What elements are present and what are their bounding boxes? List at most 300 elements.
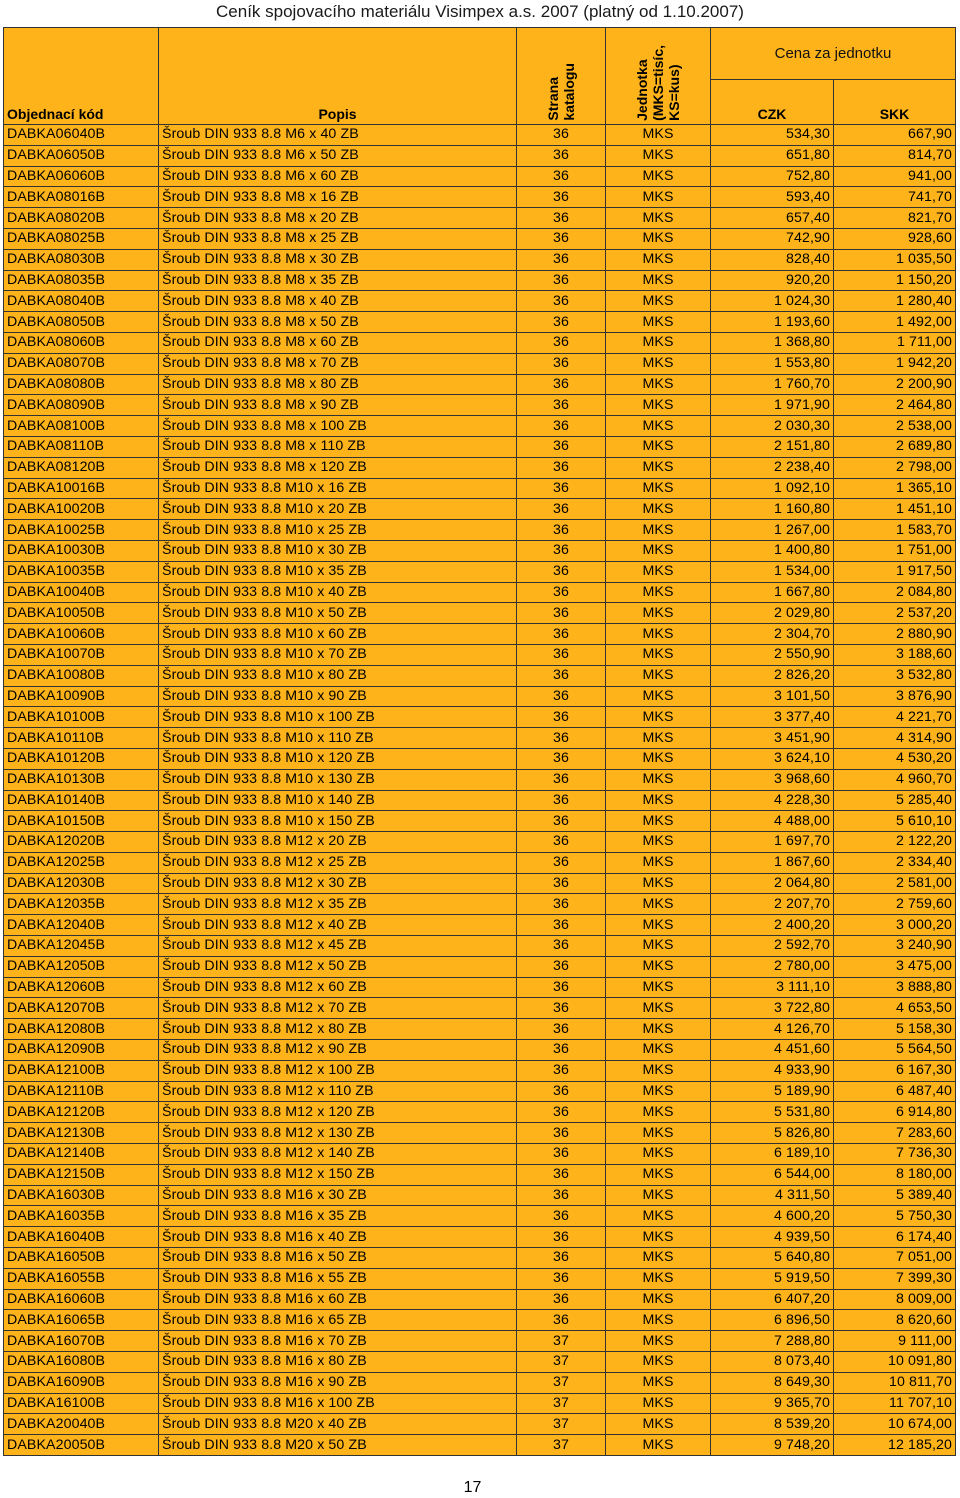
cell-code: DABKA10150B [4, 811, 159, 832]
cell-price-czk: 6 896,50 [711, 1310, 834, 1331]
cell-description: Šroub DIN 933 8.8 M10 x 16 ZB [159, 478, 517, 499]
cell-price-czk: 1 867,60 [711, 852, 834, 873]
cell-code: DABKA12025B [4, 852, 159, 873]
cell-description: Šroub DIN 933 8.8 M8 x 70 ZB [159, 353, 517, 374]
cell-page: 37 [517, 1393, 606, 1414]
cell-description: Šroub DIN 933 8.8 M16 x 35 ZB [159, 1206, 517, 1227]
cell-code: DABKA16030B [4, 1185, 159, 1206]
cell-description: Šroub DIN 933 8.8 M10 x 25 ZB [159, 520, 517, 541]
cell-description: Šroub DIN 933 8.8 M12 x 140 ZB [159, 1144, 517, 1165]
table-row [4, 1268, 956, 1289]
cell-description: Šroub DIN 933 8.8 M10 x 20 ZB [159, 499, 517, 520]
cell-unit: MKS [606, 166, 711, 187]
cell-unit: MKS [606, 1019, 711, 1040]
table-row [4, 145, 956, 166]
cell-code: DABKA16090B [4, 1372, 159, 1393]
cell-code: DABKA16040B [4, 1227, 159, 1248]
cell-description: Šroub DIN 933 8.8 M12 x 50 ZB [159, 956, 517, 977]
cell-price-skk: 2 200,90 [834, 374, 956, 395]
table-row [4, 1164, 956, 1185]
cell-code: DABKA06060B [4, 166, 159, 187]
table-row [4, 1310, 956, 1331]
cell-price-czk: 1 024,30 [711, 291, 834, 312]
cell-unit: MKS [606, 1206, 711, 1227]
cell-unit: MKS [606, 1393, 711, 1414]
cell-unit: MKS [606, 769, 711, 790]
cell-price-skk: 2 880,90 [834, 624, 956, 645]
cell-unit: MKS [606, 478, 711, 499]
cell-price-czk: 1 193,60 [711, 312, 834, 333]
table-row [4, 769, 956, 790]
cell-price-skk: 2 537,20 [834, 603, 956, 624]
table-row [4, 956, 956, 977]
cell-page: 37 [517, 1352, 606, 1373]
cell-code: DABKA16080B [4, 1352, 159, 1373]
cell-price-skk: 1 751,00 [834, 540, 956, 561]
cell-code: DABKA10035B [4, 561, 159, 582]
table-row [4, 353, 956, 374]
cell-price-skk: 741,70 [834, 187, 956, 208]
table-row [4, 332, 956, 353]
cell-price-czk: 534,30 [711, 125, 834, 146]
cell-description: Šroub DIN 933 8.8 M8 x 30 ZB [159, 249, 517, 270]
cell-page: 36 [517, 977, 606, 998]
cell-code: DABKA12045B [4, 936, 159, 957]
cell-description: Šroub DIN 933 8.8 M8 x 90 ZB [159, 395, 517, 416]
cell-description: Šroub DIN 933 8.8 M8 x 50 ZB [159, 312, 517, 333]
cell-page: 36 [517, 145, 606, 166]
table-row [4, 1185, 956, 1206]
cell-unit: MKS [606, 1248, 711, 1269]
cell-description: Šroub DIN 933 8.8 M8 x 120 ZB [159, 457, 517, 478]
cell-unit: MKS [606, 499, 711, 520]
cell-price-skk: 1 280,40 [834, 291, 956, 312]
table-row [4, 187, 956, 208]
column-header-skk: SKK [834, 80, 956, 125]
cell-page: 36 [517, 125, 606, 146]
table-row [4, 1060, 956, 1081]
cell-unit: MKS [606, 998, 711, 1019]
table-row [4, 1227, 956, 1248]
cell-page: 36 [517, 1227, 606, 1248]
table-row [4, 520, 956, 541]
cell-price-czk: 1 400,80 [711, 540, 834, 561]
cell-code: DABKA10020B [4, 499, 159, 520]
cell-unit: MKS [606, 187, 711, 208]
cell-description: Šroub DIN 933 8.8 M12 x 130 ZB [159, 1123, 517, 1144]
column-header-czk: CZK [711, 80, 834, 125]
cell-code: DABKA08110B [4, 436, 159, 457]
table-row [4, 1123, 956, 1144]
cell-description: Šroub DIN 933 8.8 M16 x 70 ZB [159, 1331, 517, 1352]
cell-code: DABKA16065B [4, 1310, 159, 1331]
cell-description: Šroub DIN 933 8.8 M16 x 80 ZB [159, 1352, 517, 1373]
cell-page: 36 [517, 353, 606, 374]
cell-price-czk: 2 592,70 [711, 936, 834, 957]
cell-code: DABKA08070B [4, 353, 159, 374]
cell-code: DABKA08040B [4, 291, 159, 312]
cell-price-czk: 2 064,80 [711, 873, 834, 894]
cell-page: 36 [517, 1081, 606, 1102]
cell-page: 36 [517, 582, 606, 603]
cell-description: Šroub DIN 933 8.8 M12 x 35 ZB [159, 894, 517, 915]
cell-unit: MKS [606, 1060, 711, 1081]
cell-price-skk: 8 180,00 [834, 1164, 956, 1185]
cell-unit: MKS [606, 416, 711, 437]
cell-page: 36 [517, 748, 606, 769]
table-row [4, 707, 956, 728]
cell-price-skk: 7 736,30 [834, 1144, 956, 1165]
cell-code: DABKA10040B [4, 582, 159, 603]
cell-price-skk: 667,90 [834, 125, 956, 146]
table-row [4, 748, 956, 769]
cell-page: 37 [517, 1331, 606, 1352]
cell-code: DABKA08100B [4, 416, 159, 437]
cell-page: 36 [517, 540, 606, 561]
table-row [4, 416, 956, 437]
cell-page: 36 [517, 208, 606, 229]
cell-description: Šroub DIN 933 8.8 M8 x 35 ZB [159, 270, 517, 291]
cell-price-skk: 6 487,40 [834, 1081, 956, 1102]
cell-unit: MKS [606, 644, 711, 665]
cell-code: DABKA08025B [4, 228, 159, 249]
cell-unit: MKS [606, 790, 711, 811]
cell-page: 36 [517, 499, 606, 520]
cell-description: Šroub DIN 933 8.8 M12 x 45 ZB [159, 936, 517, 957]
table-row [4, 790, 956, 811]
cell-price-czk: 593,40 [711, 187, 834, 208]
cell-code: DABKA12140B [4, 1144, 159, 1165]
cell-price-skk: 2 122,20 [834, 832, 956, 853]
cell-page: 36 [517, 1102, 606, 1123]
cell-price-skk: 2 084,80 [834, 582, 956, 603]
cell-code: DABKA10090B [4, 686, 159, 707]
cell-price-czk: 3 451,90 [711, 728, 834, 749]
cell-price-skk: 10 091,80 [834, 1352, 956, 1373]
cell-description: Šroub DIN 933 8.8 M16 x 50 ZB [159, 1248, 517, 1269]
cell-code: DABKA12070B [4, 998, 159, 1019]
cell-page: 36 [517, 1248, 606, 1269]
cell-price-czk: 4 600,20 [711, 1206, 834, 1227]
cell-description: Šroub DIN 933 8.8 M8 x 25 ZB [159, 228, 517, 249]
cell-description: Šroub DIN 933 8.8 M12 x 60 ZB [159, 977, 517, 998]
cell-unit: MKS [606, 457, 711, 478]
cell-price-skk: 10 674,00 [834, 1414, 956, 1435]
cell-code: DABKA10030B [4, 540, 159, 561]
cell-unit: MKS [606, 145, 711, 166]
cell-description: Šroub DIN 933 8.8 M12 x 100 ZB [159, 1060, 517, 1081]
cell-price-skk: 3 188,60 [834, 644, 956, 665]
cell-page: 37 [517, 1372, 606, 1393]
cell-code: DABKA08020B [4, 208, 159, 229]
table-row [4, 374, 956, 395]
cell-code: DABKA12100B [4, 1060, 159, 1081]
cell-description: Šroub DIN 933 8.8 M12 x 70 ZB [159, 998, 517, 1019]
cell-price-czk: 4 311,50 [711, 1185, 834, 1206]
cell-page: 36 [517, 228, 606, 249]
table-row [4, 894, 956, 915]
cell-code: DABKA12035B [4, 894, 159, 915]
cell-unit: MKS [606, 915, 711, 936]
cell-price-czk: 8 073,40 [711, 1352, 834, 1373]
cell-price-czk: 6 189,10 [711, 1144, 834, 1165]
cell-price-skk: 3 876,90 [834, 686, 956, 707]
cell-price-skk: 3 000,20 [834, 915, 956, 936]
cell-price-czk: 5 189,90 [711, 1081, 834, 1102]
table-row [4, 915, 956, 936]
cell-price-czk: 1 092,10 [711, 478, 834, 499]
cell-price-czk: 2 029,80 [711, 603, 834, 624]
table-row [4, 228, 956, 249]
cell-code: DABKA12050B [4, 956, 159, 977]
cell-code: DABKA12090B [4, 1040, 159, 1061]
table-row [4, 1019, 956, 1040]
cell-code: DABKA10070B [4, 644, 159, 665]
cell-page: 36 [517, 956, 606, 977]
cell-description: Šroub DIN 933 8.8 M10 x 110 ZB [159, 728, 517, 749]
cell-price-skk: 2 759,60 [834, 894, 956, 915]
cell-unit: MKS [606, 748, 711, 769]
cell-unit: MKS [606, 624, 711, 645]
table-row [4, 291, 956, 312]
table-row [4, 499, 956, 520]
table-row [4, 208, 956, 229]
table-row [4, 832, 956, 853]
cell-unit: MKS [606, 665, 711, 686]
cell-price-skk: 11 707,10 [834, 1393, 956, 1414]
table-row [4, 624, 956, 645]
cell-unit: MKS [606, 1289, 711, 1310]
table-row [4, 1393, 956, 1414]
table-row [4, 811, 956, 832]
cell-description: Šroub DIN 933 8.8 M16 x 30 ZB [159, 1185, 517, 1206]
cell-code: DABKA12150B [4, 1164, 159, 1185]
cell-price-czk: 5 919,50 [711, 1268, 834, 1289]
cell-price-skk: 1 150,20 [834, 270, 956, 291]
cell-price-skk: 12 185,20 [834, 1435, 956, 1456]
table-row [4, 603, 956, 624]
table-body [4, 125, 956, 1456]
cell-page: 36 [517, 644, 606, 665]
cell-price-skk: 5 158,30 [834, 1019, 956, 1040]
cell-price-skk: 2 581,00 [834, 873, 956, 894]
cell-price-skk: 1 942,20 [834, 353, 956, 374]
table-row [4, 852, 956, 873]
cell-price-czk: 4 451,60 [711, 1040, 834, 1061]
cell-price-skk: 4 530,20 [834, 748, 956, 769]
cell-description: Šroub DIN 933 8.8 M16 x 100 ZB [159, 1393, 517, 1414]
cell-description: Šroub DIN 933 8.8 M16 x 90 ZB [159, 1372, 517, 1393]
cell-page: 36 [517, 166, 606, 187]
table-row [4, 1331, 956, 1352]
cell-code: DABKA12060B [4, 977, 159, 998]
cell-price-skk: 3 532,80 [834, 665, 956, 686]
cell-price-czk: 6 407,20 [711, 1289, 834, 1310]
cell-unit: MKS [606, 436, 711, 457]
cell-price-czk: 1 534,00 [711, 561, 834, 582]
table-row [4, 977, 956, 998]
cell-unit: MKS [606, 249, 711, 270]
cell-page: 36 [517, 457, 606, 478]
cell-unit: MKS [606, 561, 711, 582]
cell-code: DABKA16050B [4, 1248, 159, 1269]
cell-price-czk: 7 288,80 [711, 1331, 834, 1352]
cell-code: DABKA08120B [4, 457, 159, 478]
cell-page: 36 [517, 894, 606, 915]
cell-page: 36 [517, 936, 606, 957]
cell-price-skk: 1 492,00 [834, 312, 956, 333]
table-row [4, 1040, 956, 1061]
table-row [4, 457, 956, 478]
cell-page: 36 [517, 686, 606, 707]
cell-code: DABKA08016B [4, 187, 159, 208]
cell-page: 36 [517, 270, 606, 291]
cell-code: DABKA12080B [4, 1019, 159, 1040]
cell-unit: MKS [606, 1352, 711, 1373]
cell-page: 36 [517, 665, 606, 686]
cell-price-czk: 4 228,30 [711, 790, 834, 811]
table-row [4, 1144, 956, 1165]
cell-description: Šroub DIN 933 8.8 M16 x 65 ZB [159, 1310, 517, 1331]
column-header-code: Objednací kód [4, 28, 159, 125]
cell-price-czk: 5 640,80 [711, 1248, 834, 1269]
table-row [4, 998, 956, 1019]
table-row [4, 249, 956, 270]
cell-price-czk: 1 267,00 [711, 520, 834, 541]
cell-description: Šroub DIN 933 8.8 M10 x 80 ZB [159, 665, 517, 686]
cell-price-skk: 9 111,00 [834, 1331, 956, 1352]
cell-code: DABKA08050B [4, 312, 159, 333]
cell-price-skk: 941,00 [834, 166, 956, 187]
cell-description: Šroub DIN 933 8.8 M8 x 80 ZB [159, 374, 517, 395]
cell-price-czk: 1 697,70 [711, 832, 834, 853]
cell-code: DABKA16035B [4, 1206, 159, 1227]
cell-unit: MKS [606, 873, 711, 894]
cell-page: 36 [517, 1310, 606, 1331]
cell-page: 36 [517, 624, 606, 645]
cell-page: 37 [517, 1414, 606, 1435]
cell-price-czk: 2 238,40 [711, 457, 834, 478]
cell-code: DABKA08030B [4, 249, 159, 270]
cell-price-skk: 2 689,80 [834, 436, 956, 457]
cell-price-czk: 2 550,90 [711, 644, 834, 665]
cell-unit: MKS [606, 1268, 711, 1289]
cell-code: DABKA08080B [4, 374, 159, 395]
cell-unit: MKS [606, 1310, 711, 1331]
cell-unit: MKS [606, 228, 711, 249]
cell-code: DABKA20050B [4, 1435, 159, 1456]
table-row [4, 1289, 956, 1310]
cell-code: DABKA10140B [4, 790, 159, 811]
cell-price-skk: 5 610,10 [834, 811, 956, 832]
cell-price-skk: 3 888,80 [834, 977, 956, 998]
cell-price-skk: 6 914,80 [834, 1102, 956, 1123]
cell-price-skk: 3 240,90 [834, 936, 956, 957]
cell-price-czk: 5 826,80 [711, 1123, 834, 1144]
table-row [4, 686, 956, 707]
cell-description: Šroub DIN 933 8.8 M12 x 120 ZB [159, 1102, 517, 1123]
cell-description: Šroub DIN 933 8.8 M16 x 60 ZB [159, 1289, 517, 1310]
cell-price-czk: 2 780,00 [711, 956, 834, 977]
cell-description: Šroub DIN 933 8.8 M12 x 40 ZB [159, 915, 517, 936]
cell-unit: MKS [606, 852, 711, 873]
cell-unit: MKS [606, 1164, 711, 1185]
cell-code: DABKA12040B [4, 915, 159, 936]
cell-description: Šroub DIN 933 8.8 M6 x 40 ZB [159, 125, 517, 146]
cell-price-czk: 4 488,00 [711, 811, 834, 832]
cell-unit: MKS [606, 395, 711, 416]
cell-price-skk: 4 221,70 [834, 707, 956, 728]
cell-price-skk: 8 620,60 [834, 1310, 956, 1331]
cell-price-czk: 4 939,50 [711, 1227, 834, 1248]
cell-page: 36 [517, 1185, 606, 1206]
cell-price-czk: 3 111,10 [711, 977, 834, 998]
cell-unit: MKS [606, 374, 711, 395]
cell-page: 36 [517, 769, 606, 790]
cell-page: 36 [517, 187, 606, 208]
cell-description: Šroub DIN 933 8.8 M8 x 100 ZB [159, 416, 517, 437]
cell-price-czk: 1 667,80 [711, 582, 834, 603]
cell-page: 36 [517, 1268, 606, 1289]
cell-page: 36 [517, 1144, 606, 1165]
cell-unit: MKS [606, 1331, 711, 1352]
cell-unit: MKS [606, 125, 711, 146]
cell-page: 36 [517, 1019, 606, 1040]
cell-unit: MKS [606, 1102, 711, 1123]
cell-unit: MKS [606, 270, 711, 291]
cell-description: Šroub DIN 933 8.8 M10 x 100 ZB [159, 707, 517, 728]
cell-price-skk: 1 365,10 [834, 478, 956, 499]
cell-unit: MKS [606, 728, 711, 749]
cell-price-skk: 5 564,50 [834, 1040, 956, 1061]
cell-unit: MKS [606, 1144, 711, 1165]
cell-unit: MKS [606, 1081, 711, 1102]
cell-unit: MKS [606, 936, 711, 957]
cell-code: DABKA08060B [4, 332, 159, 353]
cell-price-czk: 8 649,30 [711, 1372, 834, 1393]
cell-unit: MKS [606, 1185, 711, 1206]
cell-code: DABKA10120B [4, 748, 159, 769]
cell-code: DABKA10050B [4, 603, 159, 624]
cell-price-skk: 5 389,40 [834, 1185, 956, 1206]
cell-code: DABKA10130B [4, 769, 159, 790]
cell-unit: MKS [606, 1227, 711, 1248]
cell-code: DABKA12130B [4, 1123, 159, 1144]
cell-price-skk: 10 811,70 [834, 1372, 956, 1393]
cell-price-skk: 4 653,50 [834, 998, 956, 1019]
cell-price-czk: 651,80 [711, 145, 834, 166]
cell-price-skk: 928,60 [834, 228, 956, 249]
table-row [4, 1081, 956, 1102]
cell-unit: MKS [606, 540, 711, 561]
cell-unit: MKS [606, 686, 711, 707]
cell-price-skk: 821,70 [834, 208, 956, 229]
cell-page: 36 [517, 312, 606, 333]
table-row [4, 312, 956, 333]
cell-price-czk: 3 377,40 [711, 707, 834, 728]
cell-code: DABKA08035B [4, 270, 159, 291]
cell-unit: MKS [606, 312, 711, 333]
cell-description: Šroub DIN 933 8.8 M10 x 150 ZB [159, 811, 517, 832]
cell-page: 36 [517, 707, 606, 728]
cell-description: Šroub DIN 933 8.8 M20 x 50 ZB [159, 1435, 517, 1456]
cell-price-skk: 5 285,40 [834, 790, 956, 811]
cell-code: DABKA12120B [4, 1102, 159, 1123]
cell-description: Šroub DIN 933 8.8 M8 x 60 ZB [159, 332, 517, 353]
cell-price-czk: 3 722,80 [711, 998, 834, 1019]
table-row [4, 395, 956, 416]
cell-unit: MKS [606, 707, 711, 728]
